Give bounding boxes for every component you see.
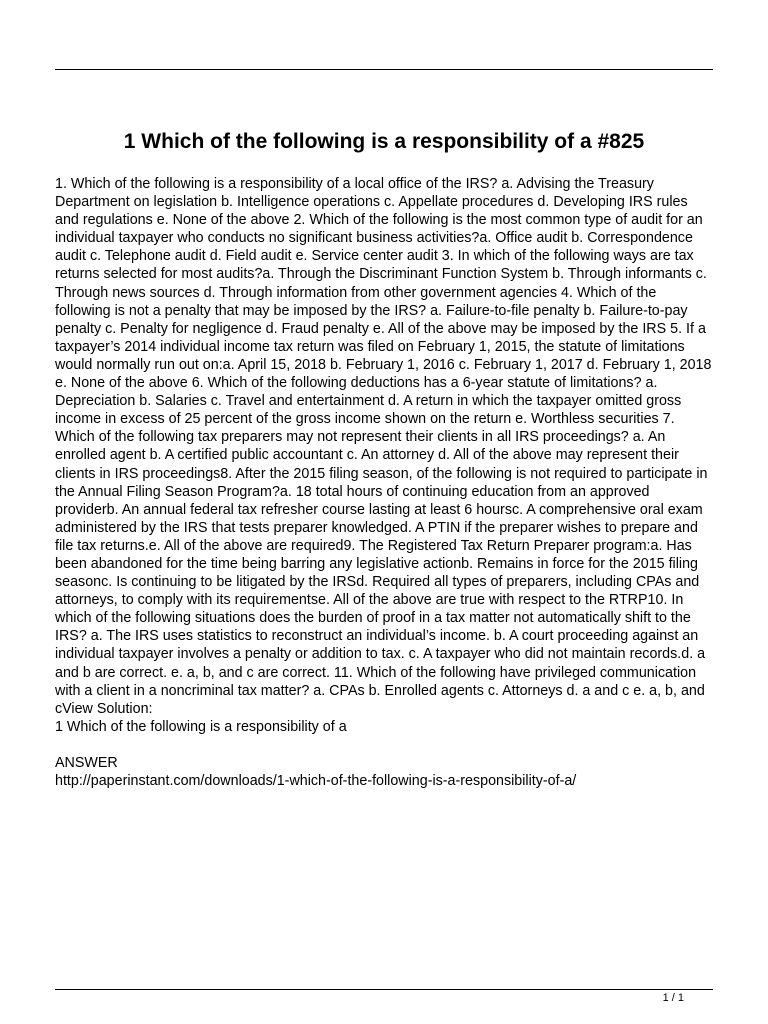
document-body (55, 175, 715, 790)
question-text: 1. Which of the following is a responsibility of a local office of the IRS? a. Advising the Treasury Department on legislation b. Intelligence operations c. Appellate procedures d. Developing IRS rules and regulations e. None of the above 2. Which of the following is the most common type of audit for an individual taxpayer who conducts no significant business activities?a. Office audit b. Correspondence audit c. Telephone audit d. Field audit e. Service center audit 3. In which of the following ways are tax returns selected for most audits?a. Through the Discriminant Function System b. Through informants c. Through news sources d. Through information from other government agencies 4. Which of the following is not a penalty that may be imposed by the IRS? a. Failure-to-file penalty b. Failure-to-pay penalty c. Penalty for negligence d. Fraud penalty e. All of the above may be imposed by the IRS 5. If a taxpayer’s 2014 individual income tax return was filed on February 1, 2015, the statute of limitations would normally run out on:a. April 15, 2018 b. February 1, 2016 c. February 1, 2017 d. February 1, 2018 e. None of the above 6. Which of the following deductions has a 6-year statute of limitations? a. Depreciation b. Salaries c. Travel and entertainment d. A return in which the taxpayer omitted gross income in excess of 25 percent of the gross income shown on the return e. Worthless securities 7. Which of the following tax preparers may not represent their clients in all IRS proceedings? a. An enrolled agent b. A certified public accountant c. An attorney d. All of the above may represent their clients in IRS proceedings8. After the 2015 filing season, of the following is not required to participate in the Annual Filing Season Program?a. 18 total hours of continuing education from an approved providerb. An annual federal tax refresher course lasting at least 6 hoursc. A comprehensive oral exam administered by the IRS that tests preparer knowledged. A PTIN if the preparer wishes to prepare and file tax returns.e. All of the above are required9. The Registered Tax Return Preparer program:a. Has been abandoned for the time being barring any legislative actionb. Remains in force for the 2015 filing seasonc. Is continuing to be litigated by the IRSd. Required all types of preparers, including CPAs and attorneys, to comply with its requirementse. All of the above are true with respect to the RTRP10. In which of the following situations does the burden of proof in a tax matter not automatically shift to the IRS? a. The IRS uses statistics to reconstruct an individual’s income. b. A court proceeding against an individual taxpayer involves a penalty or addition to tax. c. A taxpayer who did not maintain records.d. a and b are correct. e. a, b, and c are correct. 11. Which of the following have privileged communication with a client in a noncriminal tax matter? a. CPAs b. Enrolled agents c. Attorneys d. a and c e. a, b, and cView Solution: (55, 176, 712, 717)
footer-rule (55, 989, 713, 990)
answer-label: ANSWER (55, 754, 118, 771)
header-rule (55, 69, 713, 70)
page-number: 1 / 1 (662, 992, 684, 1004)
document-subtitle: 1 Which of the following is a responsibility of a (55, 718, 347, 735)
answer-section (55, 754, 715, 790)
document-title: 1 Which of the following is a responsibility of a #825 (123, 130, 645, 153)
answer-link[interactable]: http://paperinstant.com/downloads/1-which-of-the-following-is-a-responsibility-of-a/ (55, 773, 577, 789)
